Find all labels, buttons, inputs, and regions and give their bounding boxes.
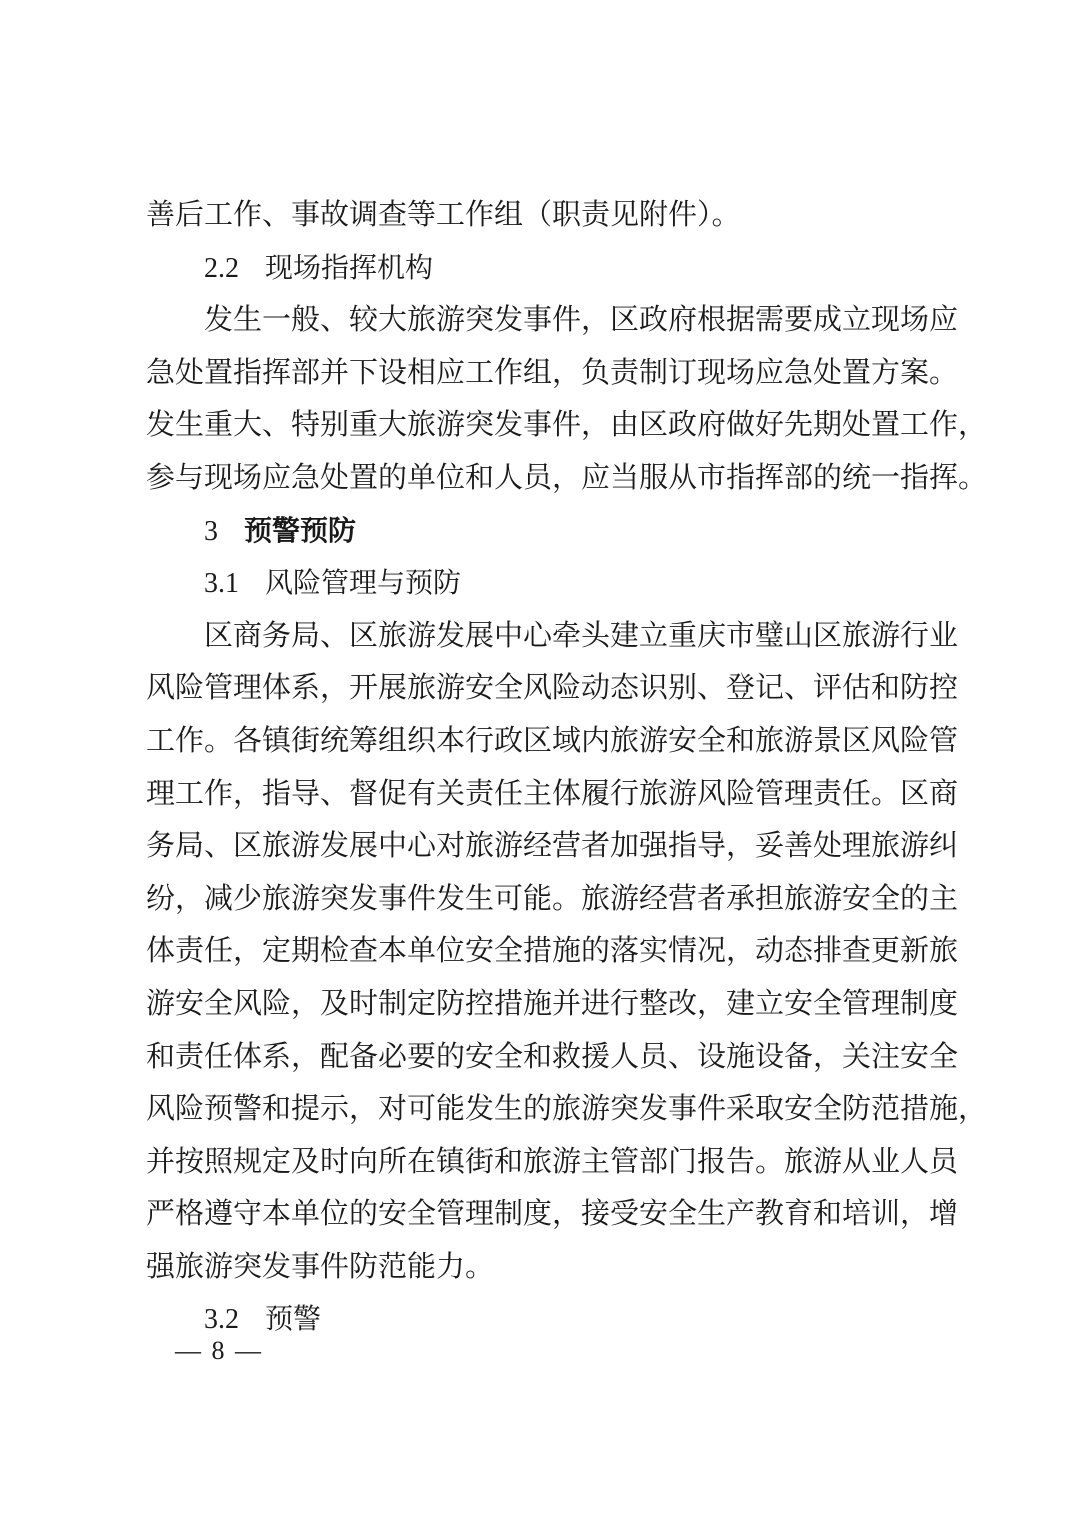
paragraph-line: 严格遵守本单位的安全管理制度，接受安全生产教育和培训，增 — [146, 1196, 959, 1231]
paragraph-line: 参与现场应急处置的单位和人员，应当服从市指挥部的统一指挥。 — [146, 459, 988, 494]
paragraph-line: 善后工作、事故调查等工作组（职责见附件）。 — [146, 197, 741, 231]
paragraph-line: 风险预警和提示，对可能发生的旅游突发事件采取安全防范措施， — [146, 1091, 988, 1126]
paragraph-line: 并按照规定及时向所在镇街和旅游主管部门报告。旅游从业人员 — [146, 1143, 959, 1178]
section-title: 现场指挥机构 — [265, 250, 434, 284]
paragraph-line: 发生重大、特别重大旅游突发事件，由区政府做好先期处置工作， — [146, 407, 988, 442]
section-number: 3.1 — [204, 568, 239, 600]
paragraph-line: 和责任体系，配备必要的安全和救援人员、设施设备，关注安全 — [146, 1038, 959, 1073]
paragraph-line: 区商务局、区旅游发展中心牵头建立重庆市璧山区旅游行业 — [204, 617, 959, 652]
paragraph-line: 发生一般、较大旅游突发事件，区政府根据需要成立现场应 — [204, 302, 959, 337]
paragraph-line: 急处置指挥部并下设相应工作组，负责制订现场应急处置方案。 — [146, 354, 959, 389]
paragraph-line: 纷，减少旅游突发事件发生可能。旅游经营者承担旅游安全的主 — [146, 880, 959, 915]
section-heading-3 — [146, 504, 946, 557]
section-title: 预警 — [265, 1302, 322, 1336]
section-number: 2.2 — [204, 252, 239, 284]
section-heading-3-2 — [146, 1292, 946, 1345]
paragraph-line: 理工作，指导、督促有关责任主体履行旅游风险管理责任。区商 — [146, 775, 959, 810]
paragraph-line: 体责任，定期检查本单位安全措施的落实情况，动态排查更新旅 — [146, 933, 959, 968]
paragraph-line: 强旅游突发事件防范能力。 — [146, 1248, 495, 1283]
section-title: 风险管理与预防 — [265, 566, 462, 600]
section-number: 3.2 — [204, 1304, 239, 1336]
section-number: 3 — [204, 515, 218, 547]
paragraph-line: 工作。各镇街统筹组织本行政区域内旅游安全和旅游景区风险管 — [146, 722, 959, 757]
paragraph-line: 风险管理体系，开展旅游安全风险动态识别、登记、评估和防控 — [146, 670, 959, 705]
section-heading-2-2 — [146, 241, 946, 294]
paragraph-line: 游安全风险，及时制定防控措施并进行整改，建立安全管理制度 — [146, 985, 959, 1020]
page-number: — 8 — — [175, 1336, 263, 1365]
paragraph-line: 务局、区旅游发展中心对旅游经营者加强指导，妥善处理旅游纠 — [146, 828, 959, 863]
section-title: 预警预防 — [244, 513, 357, 547]
section-heading-3-1 — [146, 556, 946, 609]
document-body — [146, 188, 988, 1345]
